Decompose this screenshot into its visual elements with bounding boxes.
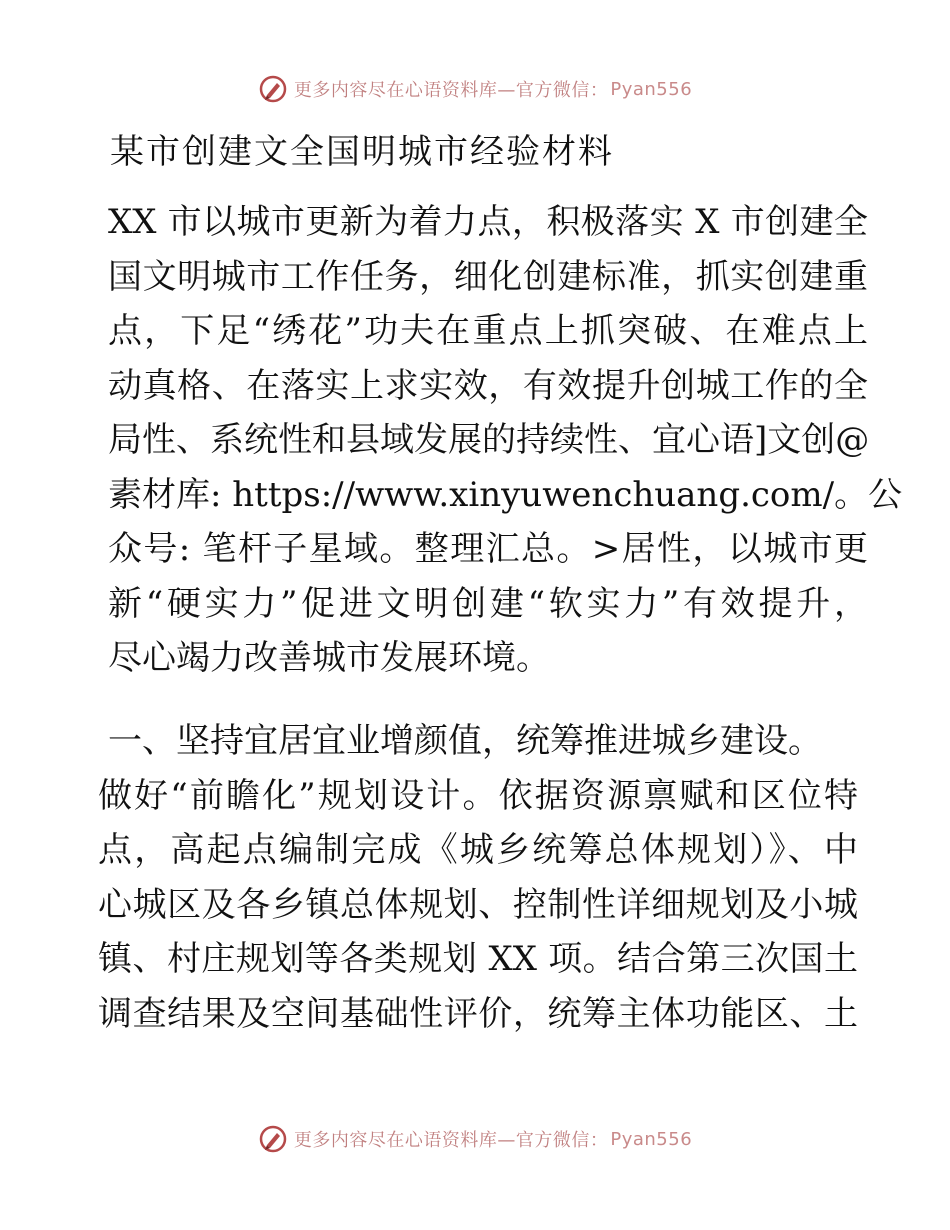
watermark-text: 更多内容尽在心语资料库—官方微信： bbox=[293, 1130, 609, 1151]
pen-logo-icon bbox=[258, 74, 288, 104]
footer-watermark bbox=[0, 1124, 950, 1154]
paragraph-line: XX 市以城市更新为着力点，积极落实 X 市创建全 bbox=[108, 202, 868, 242]
paragraph-line: 局性、系统性和县域发展的持续性、宜心语]文创@ bbox=[108, 420, 870, 460]
paragraph-line: 尽心竭力改善城市发展环境。 bbox=[108, 638, 550, 678]
watermark-text: 更多内容尽在心语资料库—官方微信： bbox=[293, 80, 609, 101]
paragraph-line: 国文明城市工作任务，细化创建标准，抓实创建重 bbox=[108, 256, 868, 297]
paragraph-line: 心城区及各乡镇总体规划、控制性详细规划及小城 bbox=[98, 884, 858, 925]
paragraph-line: 动真格、在落实上求实效，有效提升创城工作的全 bbox=[108, 365, 868, 406]
paragraph-line: 新“硬实力”促进文明创建“软实力”有效提升， bbox=[108, 583, 868, 624]
paragraph-intro bbox=[98, 195, 903, 686]
paragraph-line: 调查结果及空间基础性评价，统筹主体功能区、土 bbox=[98, 993, 858, 1034]
header-watermark bbox=[0, 74, 950, 104]
paragraph-line: 镇、村庄规划等各类规划 XX 项。结合第三次国土 bbox=[98, 939, 858, 979]
paragraph-line: 点，高起点编制完成《城乡统筹总体规划）》、中 bbox=[98, 830, 858, 870]
watermark-wechat-id: Pyan556 bbox=[610, 78, 693, 100]
paragraph-line: 众号: 笔杆子星域。整理汇总。>居性，以城市更 bbox=[108, 529, 868, 569]
watermark-wechat-id: Pyan556 bbox=[610, 1128, 693, 1150]
document-title: 某市创建文全国明城市经验材料 bbox=[110, 132, 614, 172]
pen-logo-icon bbox=[258, 1124, 288, 1154]
paragraph-line: 做好“前瞻化”规划设计。依据资源禀赋和区位特 bbox=[98, 775, 858, 816]
paragraph-line: 点，下足“绣花”功夫在重点上抓突破、在难点上 bbox=[108, 311, 868, 351]
section-heading: 一、坚持宜居宜业增颜值，统筹推进城乡建设。 bbox=[108, 721, 822, 761]
paragraph-line: 素材库: https://www.xinyuwenchuang.com/。公 bbox=[108, 474, 903, 515]
paragraph-section-1 bbox=[98, 714, 858, 1041]
